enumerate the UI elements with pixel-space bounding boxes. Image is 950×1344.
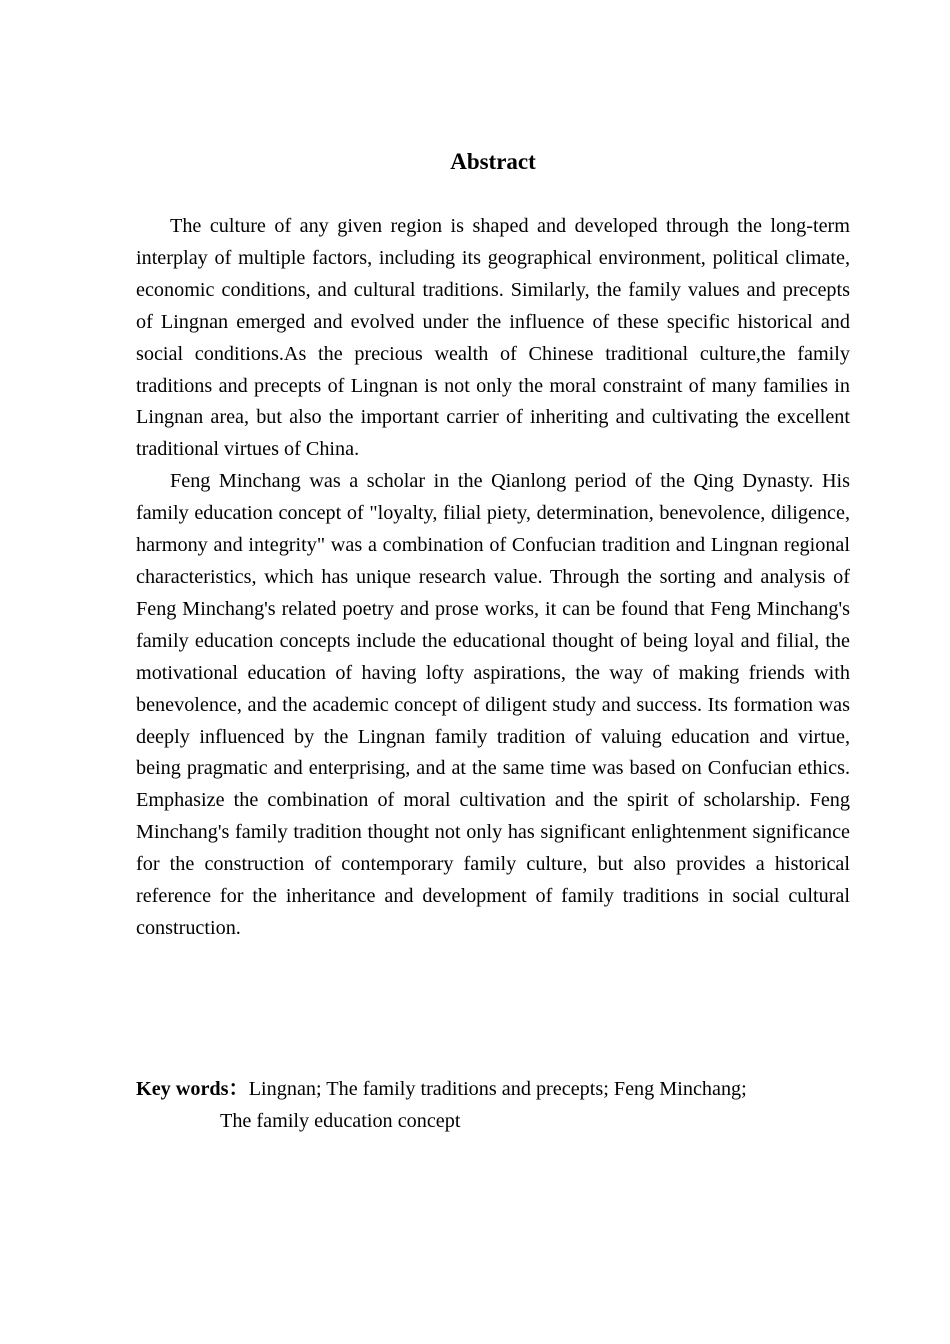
keywords-label: Key words： (136, 1078, 249, 1100)
abstract-body (136, 211, 850, 945)
keywords-section (136, 1073, 850, 1137)
abstract-paragraph-1: The culture of any given region is shaped and developed through the long-term interplay of multiple factors, including its geographical environment, political climate, economic conditions, and cultural traditions. Similarly, the family values and precepts of Lingnan emerged and evolved under the influence of these specific historical and social conditions.As the precious wealth of Chinese traditional culture,the family traditions and precepts of Lingnan is not only the moral constraint of many families in Lingnan area, but also the important carrier of inheriting and cultivating the excellent traditional virtues of China. (136, 215, 850, 461)
keywords-line-2: The family education concept (220, 1110, 461, 1132)
page-title: Abstract (450, 149, 536, 174)
keywords-line-1: Lingnan; The family traditions and precepts; Feng Minchang; (248, 1078, 747, 1100)
abstract-paragraph-2: Feng Minchang was a scholar in the Qianlong period of the Qing Dynasty. His family education concept of "loyalty, filial piety, determination, benevolence, diligence, harmony and integrity" was a combination of Confucian tradition and Lingnan regional characteristics, which has unique research value. Through the sorting and analysis of Feng Minchang's related poetry and prose works, it can be found that Feng Minchang's family education concepts include the educational thought of being loyal and filial, the motivational education of having lofty aspirations, the way of making friends with benevolence, and the academic concept of diligent study and success. Its formation was deeply influenced by the Lingnan family tradition of valuing education and virtue, being pragmatic and enterprising, and at the same time was based on Confucian ethics. Emphasize the combination of moral cultivation and the spirit of scholarship. Feng Minchang's family tradition thought not only has significant enlightenment significance for the construction of contemporary family culture, but also provides a historical reference for the inheritance and development of family traditions in social cultural construction. (136, 470, 850, 939)
